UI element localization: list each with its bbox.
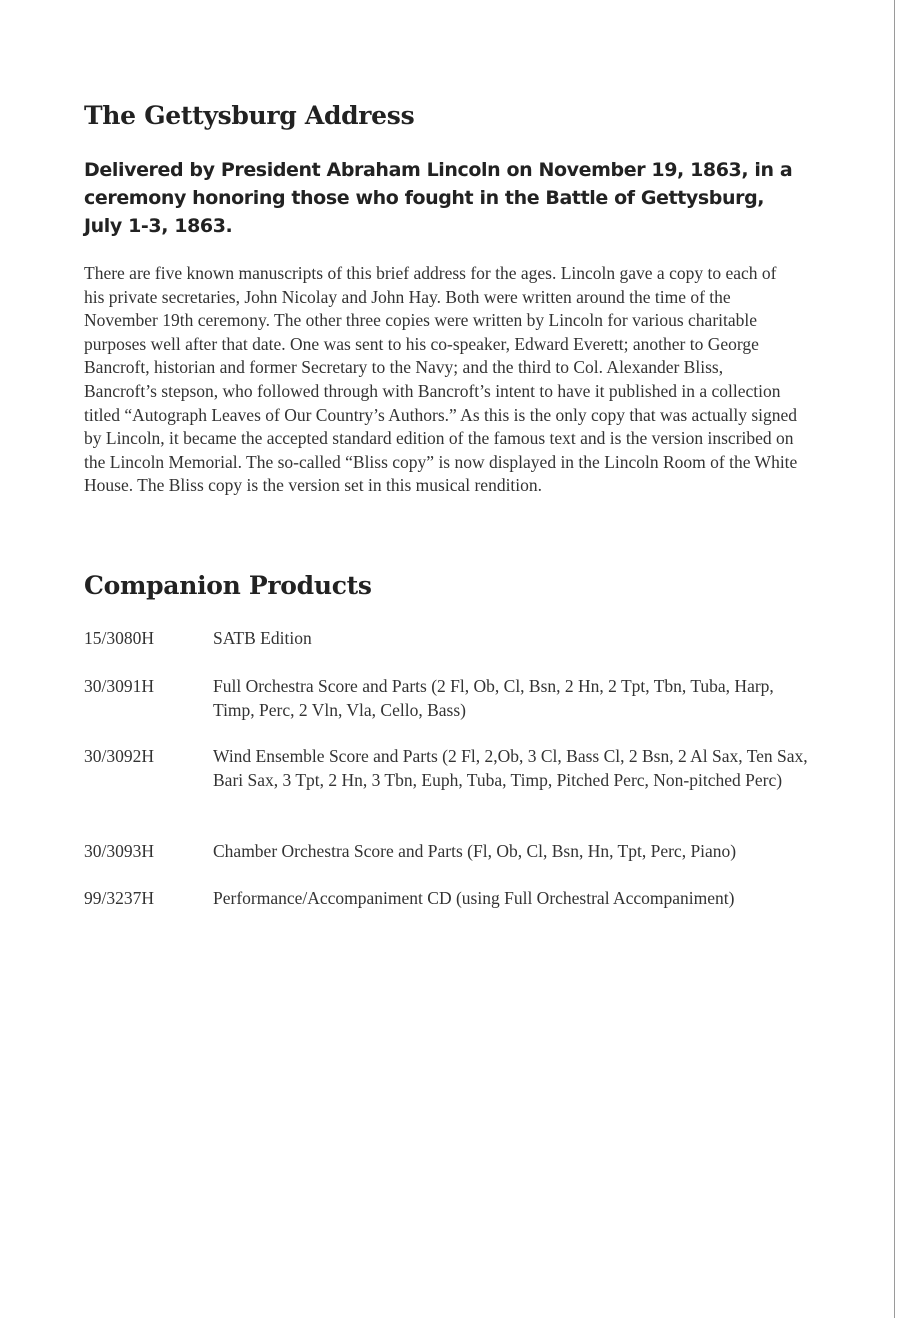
product-code: 30/3092H (84, 746, 154, 766)
intro-paragraph: There are five known manuscripts of this brief address for the ages. Lincoln gave a copy to each of his private secretaries, John Nicolay and John Hay. Both were written around the time of the November 19th ceremony. The other three copies were written by Lincoln for various charitable purposes well after that date. One was sent to his co-speaker, Edward Everett; another to George Bancroft, historian and former Secretary to the Navy; and the third to Col. Alexander Bliss, Bancroft’s stepson, who followed through with Bancroft’s intent to have it published in a collection titled “Autograph Leaves of Our Country’s Authors.” As this is the only copy that was actually signed by Lincoln, it became the accepted standard edition of the famous text and is the version inscribed on the Lincoln Memorial. The so-called “Bliss copy” is now displayed in the Lincoln Room of the White House. The Bliss copy is the version set in this musical rendition. (84, 263, 798, 496)
page-edge-rule (894, 0, 895, 1318)
product-description: SATB Edition (213, 628, 312, 648)
page-title: The Gettysburg Address (84, 101, 415, 130)
product-code: 99/3237H (84, 888, 154, 908)
companion-products-heading: Companion Products (84, 571, 372, 600)
page-subtitle: Delivered by President Abraham Lincoln on November 19, 1863, in a ceremony honoring those who fought in the Battle of Gettysburg, July 1-3, 1863. (84, 159, 793, 237)
product-code: 30/3091H (84, 676, 154, 696)
product-description: Full Orchestra Score and Parts (2 Fl, Ob, Cl, Bsn, 2 Hn, 2 Tpt, Tbn, Tuba, Harp, Timp, Perc, 2 Vln, Vla, Cello, Bass) (213, 676, 774, 720)
product-description: Chamber Orchestra Score and Parts (Fl, Ob, Cl, Bsn, Hn, Tpt, Perc, Piano) (213, 841, 737, 861)
product-description: Wind Ensemble Score and Parts (2 Fl, 2,Ob, 3 Cl, Bass Cl, 2 Bsn, 2 Al Sax, Ten Sax, Bari Sax, 3 Tpt, 2 Hn, 3 Tbn, Euph, Tuba, Timp, Pitched Perc, Non-pitched Perc) (213, 746, 808, 790)
product-description: Performance/Accompaniment CD (using Full Orchestral Accompaniment) (213, 888, 735, 908)
product-code: 15/3080H (84, 628, 154, 648)
product-code: 30/3093H (84, 841, 154, 861)
